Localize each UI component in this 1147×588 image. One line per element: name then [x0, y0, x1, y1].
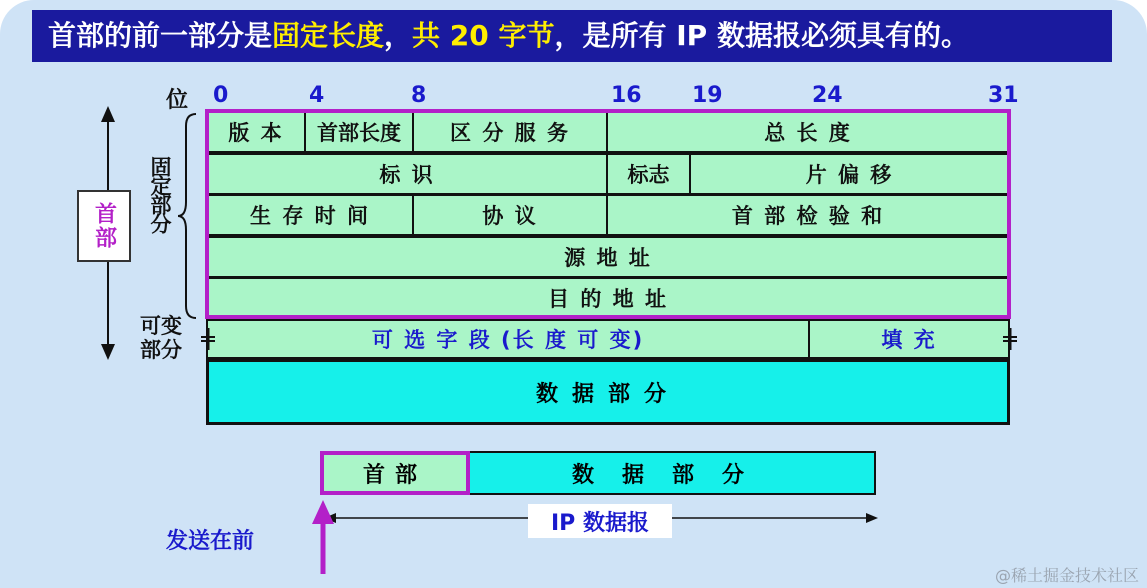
- field-padding: 填 充: [881, 328, 937, 352]
- bit-number: 19: [692, 83, 723, 108]
- data-part: 数据部分: [206, 359, 1010, 425]
- title-part2: ，: [384, 19, 413, 52]
- watermark: @稀土掘金技术社区: [994, 566, 1139, 585]
- bit-number: 8: [411, 83, 427, 108]
- position-label: 位: [166, 88, 189, 113]
- left-edge-marker: [198, 328, 218, 350]
- header-row-5: [206, 277, 1010, 319]
- title-banner: [32, 10, 1112, 62]
- field-fragment-offset: 片 偏 移: [805, 163, 894, 187]
- bit-number: 4: [309, 83, 325, 108]
- send-first-arrow: [308, 498, 338, 576]
- title-highlight-bytes: 共 20 字节: [412, 19, 555, 52]
- fixed-part-label: 固定部分: [148, 156, 172, 232]
- header-row-2: [206, 153, 1010, 195]
- fixed-part-brace: [176, 112, 200, 320]
- header-row-1: [206, 111, 1010, 153]
- field-header-length: 首部长度: [306, 113, 414, 151]
- field-flags: 标志: [608, 155, 691, 193]
- options-row: [206, 319, 1010, 359]
- variable-part-label: 可变部分: [140, 314, 182, 362]
- bit-number: 0: [213, 83, 229, 108]
- right-edge-marker: [1000, 328, 1020, 350]
- field-destination-address: 目 的 地 址: [548, 287, 668, 311]
- field-ttl: 生 存 时 间: [208, 196, 414, 234]
- field-dscp: 区 分 服 务: [414, 113, 608, 151]
- ip-datagram-label: IP 数据报: [528, 504, 672, 538]
- field-version: 版 本: [208, 113, 306, 151]
- title-highlight-fixed: 固定长度: [272, 19, 385, 52]
- title-part1: 首部的前一部分是: [48, 19, 273, 52]
- title-part3: ，是所有 IP 数据报必须具有的。: [554, 19, 969, 52]
- datagram-data: 数据部分: [571, 462, 772, 488]
- bit-number: 24: [812, 83, 843, 108]
- datagram-bar: [320, 451, 876, 495]
- send-first-label: 发送在前: [166, 529, 255, 554]
- field-checksum: 首 部 检 验 和: [731, 204, 885, 228]
- header-row-4: [206, 236, 1010, 278]
- header-box-label: 首部: [77, 190, 131, 262]
- field-source-address: 源 地 址: [564, 246, 652, 270]
- datagram-header: 首部: [320, 451, 470, 495]
- field-protocol: 协 议: [414, 196, 608, 234]
- header-row-3: [206, 194, 1010, 236]
- field-identification: 标 识: [208, 155, 608, 193]
- bit-number: 31: [988, 83, 1019, 108]
- field-total-length: 总 长 度: [764, 121, 852, 145]
- bit-number: 16: [611, 83, 642, 108]
- field-options: 可 选 字 段 (长 度 可 变): [208, 321, 810, 357]
